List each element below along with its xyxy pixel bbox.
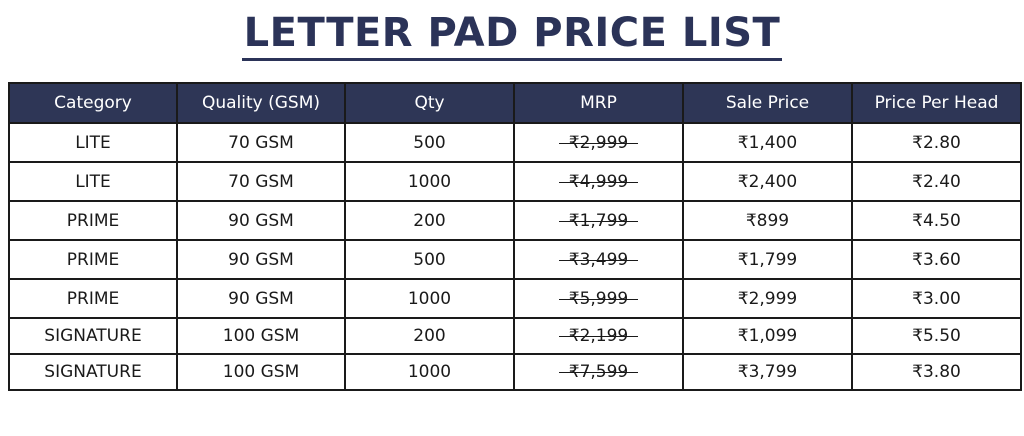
title-area	[0, 0, 1024, 72]
cell-mrp	[514, 279, 683, 318]
cell-price-per-head: ₹4.50	[852, 201, 1021, 240]
table-row	[9, 201, 1021, 240]
cell-price-per-head: ₹3.00	[852, 279, 1021, 318]
cell-sale-price: ₹1,799	[683, 240, 852, 279]
cell-qty: 200	[345, 318, 514, 354]
table-row	[9, 240, 1021, 279]
cell-sale-price: ₹3,799	[683, 354, 852, 390]
mrp-strikethrough-value: ₹2,199	[559, 326, 638, 346]
cell-quality: 100 GSM	[177, 354, 345, 390]
cell-qty: 500	[345, 123, 514, 162]
header-quality: Quality (GSM)	[177, 83, 345, 123]
header-price-per-head: Price Per Head	[852, 83, 1021, 123]
page-title: LETTER PAD PRICE LIST	[242, 10, 783, 61]
cell-quality: 100 GSM	[177, 318, 345, 354]
cell-mrp	[514, 318, 683, 354]
cell-price-per-head: ₹3.80	[852, 354, 1021, 390]
cell-qty: 200	[345, 201, 514, 240]
cell-quality: 90 GSM	[177, 201, 345, 240]
table-header-row	[9, 83, 1021, 123]
cell-sale-price: ₹2,400	[683, 162, 852, 201]
cell-qty: 500	[345, 240, 514, 279]
cell-mrp	[514, 123, 683, 162]
header-sale-price: Sale Price	[683, 83, 852, 123]
table-row	[9, 123, 1021, 162]
cell-category: PRIME	[9, 201, 177, 240]
cell-quality: 90 GSM	[177, 279, 345, 318]
mrp-strikethrough-value: ₹1,799	[559, 211, 638, 231]
cell-mrp	[514, 354, 683, 390]
cell-sale-price: ₹1,400	[683, 123, 852, 162]
cell-category: SIGNATURE	[9, 354, 177, 390]
table-row	[9, 354, 1021, 390]
cell-mrp	[514, 240, 683, 279]
cell-mrp	[514, 162, 683, 201]
cell-quality: 70 GSM	[177, 123, 345, 162]
cell-category: LITE	[9, 162, 177, 201]
mrp-strikethrough-value: ₹7,599	[559, 362, 638, 382]
cell-price-per-head: ₹3.60	[852, 240, 1021, 279]
cell-mrp	[514, 201, 683, 240]
cell-category: LITE	[9, 123, 177, 162]
cell-qty: 1000	[345, 162, 514, 201]
header-qty: Qty	[345, 83, 514, 123]
cell-category: SIGNATURE	[9, 318, 177, 354]
mrp-strikethrough-value: ₹2,999	[559, 133, 638, 153]
header-mrp: MRP	[514, 83, 683, 123]
cell-category: PRIME	[9, 240, 177, 279]
cell-quality: 70 GSM	[177, 162, 345, 201]
cell-category: PRIME	[9, 279, 177, 318]
cell-price-per-head: ₹5.50	[852, 318, 1021, 354]
cell-sale-price: ₹899	[683, 201, 852, 240]
table-row	[9, 162, 1021, 201]
cell-qty: 1000	[345, 354, 514, 390]
mrp-strikethrough-value: ₹4,999	[559, 172, 638, 192]
header-category: Category	[9, 83, 177, 123]
cell-sale-price: ₹2,999	[683, 279, 852, 318]
cell-sale-price: ₹1,099	[683, 318, 852, 354]
price-table	[8, 82, 1022, 391]
mrp-strikethrough-value: ₹3,499	[559, 250, 638, 270]
table-row	[9, 318, 1021, 354]
cell-quality: 90 GSM	[177, 240, 345, 279]
cell-price-per-head: ₹2.40	[852, 162, 1021, 201]
cell-qty: 1000	[345, 279, 514, 318]
table-row	[9, 279, 1021, 318]
cell-price-per-head: ₹2.80	[852, 123, 1021, 162]
mrp-strikethrough-value: ₹5,999	[559, 289, 638, 309]
